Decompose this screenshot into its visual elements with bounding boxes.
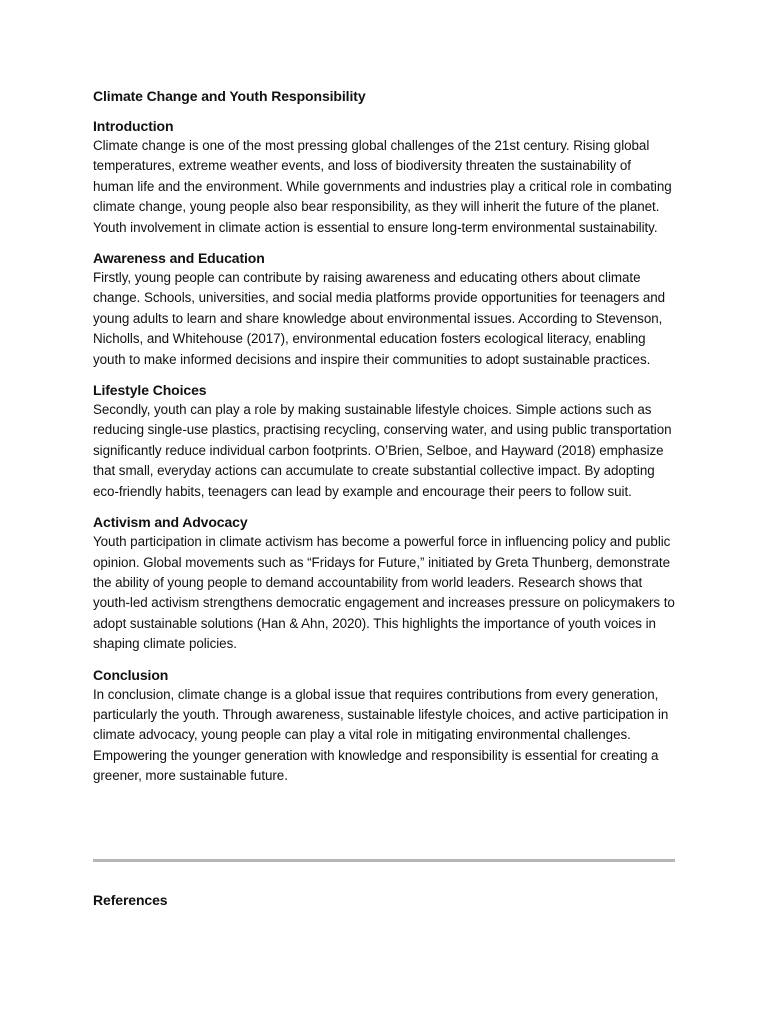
section-body: Secondly, youth can play a role by making sustainable lifestyle choices. Simple actions such as reducing single-use plastics, practising recycling, conserving water, and using public transportation significantly reduce individual carbon footprints. O’Brien, Selboe, and Hayward (2018) emphasize that small, everyday actions can accumulate to create substantial collective impact. By adopting eco-friendly habits, teenagers can lead by example and encourage their peers to follow suit. [93, 402, 672, 499]
section-body: Youth participation in climate activism has become a powerful force in influencing policy and public opinion. Global movements such as “Fridays for Future,” initiated by Greta Thunberg, demonstrate the ability of young people to demand accountability from world leaders. Research shows that youth-led activism strengthens democratic engagement and increases pressure on policymakers to adopt sustainable solutions (Han & Ahn, 2020). This highlights the importance of youth voices in shaping climate policies. [93, 534, 675, 652]
section-lifestyle-choices [93, 380, 675, 502]
section-body: Firstly, young people can contribute by raising awareness and educating others about climate change. Schools, universities, and social media platforms provide opportunities for teenagers and young adults to learn and share knowledge about environmental issues. According to Stevenson, Nicholls, and Whitehouse (2017), environmental education fosters ecological literacy, enabling youth to make informed decisions and inspire their communities to adopt sustainable practices. [93, 270, 666, 367]
section-heading: Introduction [93, 118, 174, 134]
section-heading: Conclusion [93, 666, 169, 683]
horizontal-divider [93, 859, 675, 862]
section-heading: Lifestyle Choices [93, 382, 207, 399]
section-body: In conclusion, climate change is a global issue that requires contributions from every generation, particularly the youth. Through awareness, sustainable lifestyle choices, and active participation in climate advocacy, young people can play a vital role in mitigating environmental challenges. Empowering the younger generation with knowledge and responsibility is essential for creating a greener, more sustainable future. [93, 686, 669, 784]
document-title: Climate Change and Youth Responsibility [93, 88, 366, 104]
section-awareness-education [93, 248, 675, 370]
section-heading: Awareness and Education [93, 250, 265, 267]
section-body: Climate change is one of the most pressing global challenges of the 21st century. Rising global temperatures, extreme weather events, and loss of biodiversity threaten the sustainability of human life and the environment. While governments and industries play a critical role in combating climate change, young people also bear responsibility, as they will inherit the future of the planet. Youth involvement in climate action is essential to ensure long-term environmental sustainability. [93, 138, 672, 235]
section-heading: Activism and Advocacy [93, 514, 248, 531]
references-heading: References [93, 892, 168, 908]
document-page [93, 86, 675, 797]
section-activism-advocacy [93, 512, 675, 654]
section-conclusion [93, 665, 675, 787]
section-introduction [93, 116, 675, 238]
